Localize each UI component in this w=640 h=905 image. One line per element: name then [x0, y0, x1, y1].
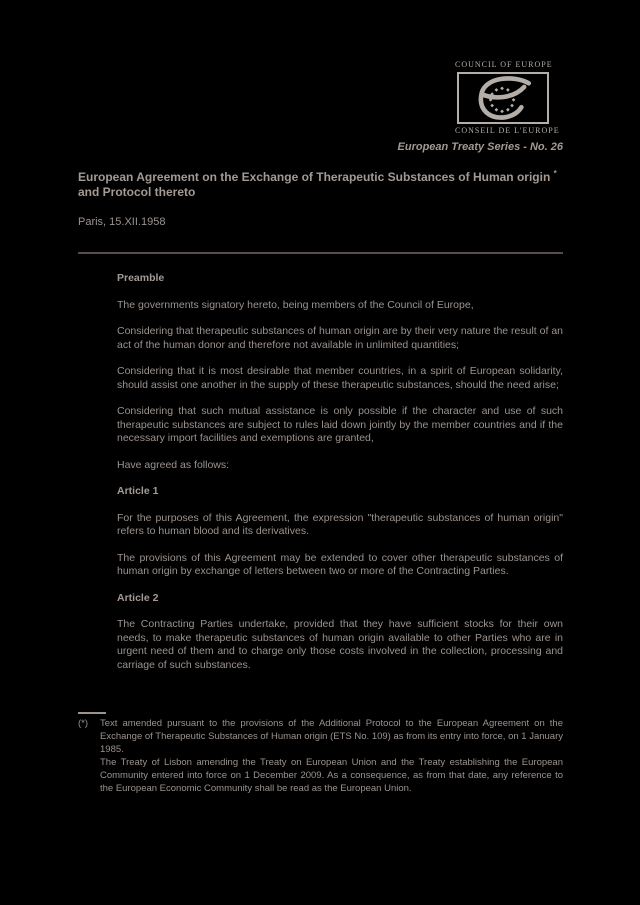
section-heading-article-1: Article 1 [117, 485, 159, 497]
paragraph: Considering that therapeutic substances of human origin are by their very nature the result of an act of the human donor and therefore not available in unlimited quantities; [117, 325, 563, 351]
paragraph: The governments signatory hereto, being members of the Council of Europe, [117, 298, 474, 311]
paragraph: The Contracting Parties undertake, provided that they have sufficient stocks for their own needs, to make therapeutic substances of human origin available to other Parties who are in urgent need of them and to charge only those costs involved in the collection, processing and carriage of such substances. [117, 618, 563, 671]
paragraph: Have agreed as follows: [117, 458, 230, 471]
footnote-paragraph: Text amended pursuant to the provisions of the Additional Protocol to the European Agreement on the Exchange of Therapeutic Substances of Human origin (ETS No. 109) as from its entry into force, on 1 January 1985. [100, 718, 563, 755]
paragraph: Considering that it is most desirable that member countries, in a spirit of European solidarity, should assist one another in the supply of these therapeutic substances, should the need arise; [117, 365, 563, 391]
logo-caption-bottom: CONSEIL DE L'EUROPE [455, 126, 560, 135]
place-and-date: Paris, 15.XII.1958 [78, 216, 166, 228]
footnote-divider [78, 712, 106, 714]
council-of-europe-emblem-icon [460, 75, 546, 121]
section-heading-article-2: Article 2 [117, 591, 159, 604]
treaty-series-label: European Treaty Series - No. 26 [397, 141, 563, 153]
emblem-stars [489, 87, 516, 114]
paragraph: Considering that such mutual assistance is only possible if the character and use of such therapeutic substances are subject to rules laid down jointly by the member countries and if the necessary import facilities and exemptions are granted, [117, 405, 563, 444]
title-footnote-marker: * [553, 169, 557, 178]
council-of-europe-emblem-box [457, 72, 549, 124]
section-heading-preamble: Preamble [117, 272, 165, 284]
treaty-body [117, 272, 563, 672]
document-content [78, 170, 563, 685]
paragraph: The provisions of this Agreement may be extended to cover other therapeutic substances of human origin by exchange of letters between two or more of the Contracting Parties. [117, 551, 563, 577]
footnote-marker: (*) [78, 718, 89, 729]
logo-caption-top: COUNCIL OF EUROPE [455, 60, 553, 69]
footnote-paragraph: The Treaty of Lisbon amending the Treaty on European Union and the Treaty establishing the European Community entered into force on 1 December 2009. As a consequence, as from that date, any reference to the European Economic Community shall be read as the European Union. [100, 757, 563, 794]
footnote-text [100, 717, 563, 795]
footnote-block [78, 712, 563, 795]
document-title-sub: and Protocol thereto [78, 184, 196, 199]
document-title-main: European Agreement on the Exchange of Therapeutic Substances of Human origin [78, 170, 551, 184]
council-of-europe-logo [455, 60, 560, 136]
document-title [78, 170, 563, 199]
header-divider [78, 252, 563, 254]
paragraph: For the purposes of this Agreement, the expression "therapeutic substances of human origin" refers to human blood and its derivatives. [117, 511, 563, 537]
